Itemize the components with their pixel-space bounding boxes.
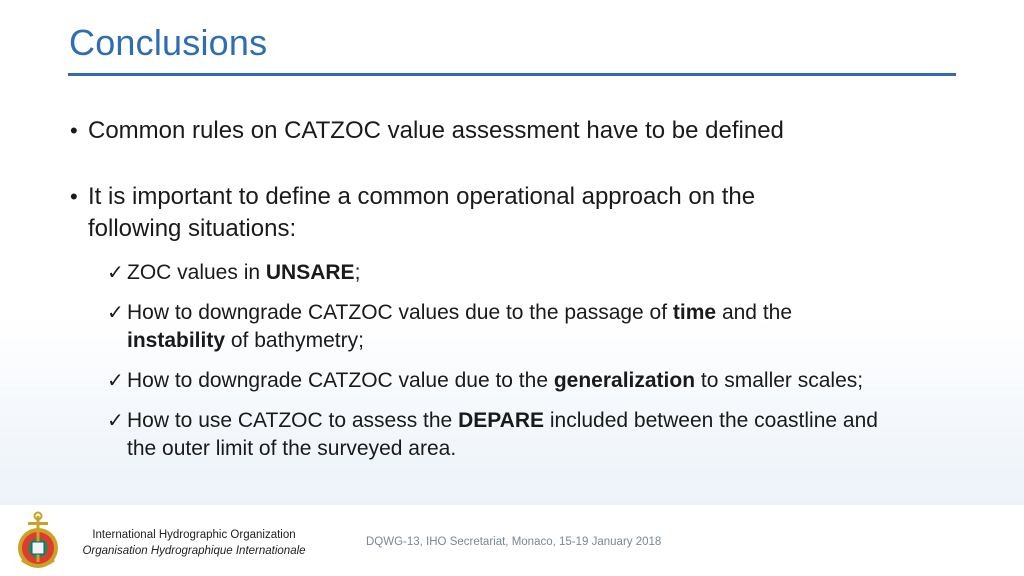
bullet-glyph: • (70, 184, 78, 209)
checkmark-icon: ✓ (107, 262, 124, 284)
bold-term: UNSARE (265, 261, 355, 284)
bold-term: instability (127, 329, 226, 352)
text-run: ZOC values in (127, 261, 266, 284)
title-divider (68, 73, 956, 76)
bold-term: time (672, 301, 717, 324)
meeting-info: DQWG-13, IHO Secretariat, Monaco, 15-19 January 2018 (366, 536, 662, 548)
bullet-text-line: It is important to define a common operational approach on the (88, 183, 756, 210)
checkmark-icon: ✓ (107, 410, 124, 432)
bullet-item (70, 181, 970, 245)
text-run: How to downgrade CATZOC value due to the (127, 369, 554, 392)
bullet-text-line: following situations: (88, 215, 297, 242)
checkmark-icon: ✓ (107, 302, 124, 324)
org-name-en: International Hydrographic Organization (92, 529, 296, 541)
checkmark-icon: ✓ (107, 370, 124, 392)
bullet-text (88, 181, 948, 245)
check-item-text (127, 367, 987, 395)
bold-term: generalization (553, 369, 696, 392)
text-run: to smaller scales; (695, 369, 864, 392)
text-run: of bathymetry; (225, 329, 364, 352)
bullet-glyph: • (70, 118, 78, 143)
check-item-text (127, 299, 967, 355)
text-run: and the (716, 301, 793, 324)
slide-title: Conclusions (69, 22, 268, 63)
check-item-text (127, 259, 967, 287)
check-item-text (127, 407, 987, 463)
bold-term: DEPARE (458, 409, 545, 432)
iho-emblem-icon (12, 510, 64, 574)
slide-footer (0, 505, 1024, 576)
text-run: How to use CATZOC to assess the (127, 409, 459, 432)
text-run: the outer limit of the surveyed area. (127, 437, 457, 460)
bullet-text: Common rules on CATZOC value assessment have to be defined (88, 117, 784, 144)
text-run: included between the coastline and (544, 409, 878, 432)
text-run: How to downgrade CATZOC values due to the passage of (127, 301, 673, 324)
organization-name (76, 527, 312, 559)
text-run: ; (354, 261, 361, 284)
org-name-fr: Organisation Hydrographique Internationale (82, 545, 306, 557)
